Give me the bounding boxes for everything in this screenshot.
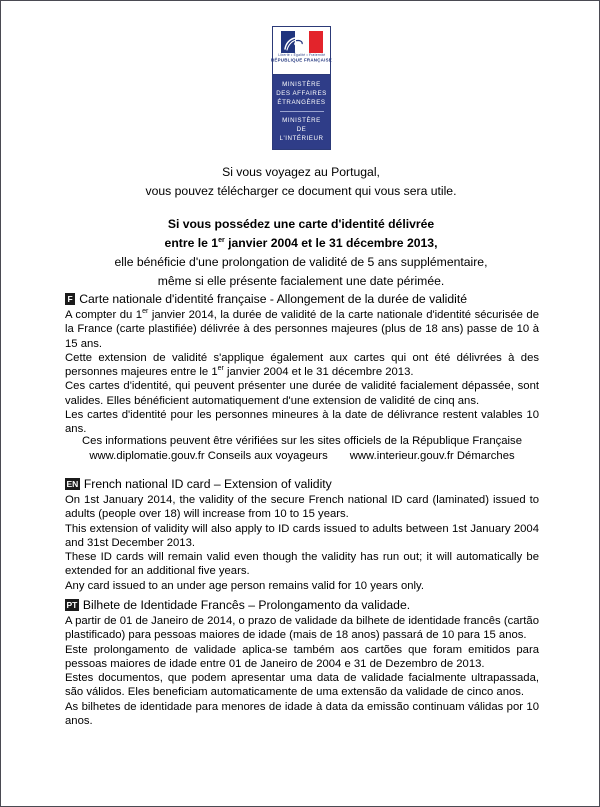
flag-red-band bbox=[309, 31, 323, 53]
intro-line-6: même si elle présente facialement une date périmée. bbox=[157, 274, 445, 288]
intro-spacer bbox=[41, 201, 561, 215]
intro-line-3: Si vous possédez une carte d'identité délivrée bbox=[167, 217, 435, 231]
intro-line-4-pre: entre le 1 bbox=[164, 236, 219, 250]
section-french-paragraph-1 bbox=[65, 308, 539, 351]
verification-text: Ces informations peuvent être vérifiées sur les sites officiels de la République Française bbox=[82, 435, 522, 447]
section-french bbox=[65, 292, 539, 437]
ministries-panel bbox=[272, 74, 331, 150]
fr-p2-pre: Cette extension de validité s'applique également aux cartes qui ont été délivrées à des personnes majeures entre le 1 bbox=[65, 351, 539, 379]
section-english-heading-text: French national ID card – Extension of validity bbox=[83, 477, 332, 491]
fr-p1-ordinal: er bbox=[142, 308, 149, 316]
ministry-interior-line-2: DE bbox=[296, 126, 307, 133]
link-diplomatie-gouv-fr[interactable]: www.diplomatie.gouv.fr Conseils aux voyageurs bbox=[89, 450, 328, 462]
ministry-foreign-line-3: ÉTRANGÈRES bbox=[277, 99, 326, 106]
ministry-foreign-line-2: DES AFFAIRES bbox=[276, 90, 327, 97]
section-english bbox=[65, 477, 539, 593]
section-french-heading bbox=[65, 292, 539, 307]
section-portuguese-heading bbox=[65, 598, 539, 613]
fr-p2-ordinal: er bbox=[217, 365, 224, 373]
section-portuguese-paragraph-1: A partir de 01 de Janeiro de 2014, o prazo de validade da bilhete de identidade francês (cartão plastificado) para pessoas maiores de idade (mais de 18 anos) passará de 10 para 15 anos. bbox=[65, 615, 539, 642]
section-portuguese bbox=[65, 598, 539, 728]
section-english-heading bbox=[65, 477, 539, 492]
marianne-flag-emblem bbox=[272, 26, 331, 74]
intro-line-4-ordinal: er bbox=[218, 236, 225, 244]
intro-line-1: Si vous voyagez au Portugal, bbox=[222, 165, 380, 179]
section-french-paragraph-4: Les cartes d'identité pour les personnes mineures à la date de délivrance restent valables 10 ans. bbox=[65, 409, 539, 436]
french-flag-icon bbox=[281, 31, 323, 53]
ministry-foreign-line-1: MINISTÈRE bbox=[282, 81, 321, 88]
flag-badge-fr-icon: F bbox=[65, 293, 75, 305]
section-portuguese-paragraph-2: Este prolongamento de validade aplica-se também aos cartões que foram emitidos para pessoas maiores de idade entre 01 de Janeiro de 2004 e 31 de Dezembro de 2013. bbox=[65, 643, 539, 670]
fr-p2-post: janvier 2004 et le 31 décembre 2013. bbox=[223, 366, 414, 379]
fr-p1-pre: A compter du 1 bbox=[65, 309, 143, 321]
intro-line-5: elle bénéficie d'une prolongation de validité de 5 ans supplémentaire, bbox=[114, 255, 488, 269]
intro-line-4-post: janvier 2004 et le 31 décembre 2013, bbox=[224, 236, 438, 250]
verification-notice bbox=[65, 434, 539, 464]
section-portuguese-heading-text: Bilhete de Identidade Francês – Prolongamento da validade. bbox=[82, 598, 411, 612]
section-french-paragraph-3: Ces cartes d'identité, qui peuvent présenter une durée de validité facialement dépassée, sont valides. Elles bénéficient automatiquement d'une extension de validité de cinq ans. bbox=[65, 380, 539, 407]
section-french-heading-text: Carte nationale d'identité française - Allongement de la durée de validité bbox=[79, 292, 468, 306]
section-english-paragraph-1: On 1st January 2014, the validity of the secure French national ID card (laminated) issued to adults (people over 18) will increase from 10 to 15 years. bbox=[65, 494, 539, 521]
fr-p1-post: janvier 2014, la durée de validité de la carte nationale d'identité sécurisée de la France (carte plastifiée) délivrée à des personnes majeures (plus de 18 ans) passe de 10 à 15 ans. bbox=[65, 309, 539, 350]
intro-line-4 bbox=[41, 234, 561, 253]
marianne-profile-icon bbox=[281, 31, 309, 53]
verification-urls bbox=[65, 449, 539, 464]
section-english-paragraph-3: These ID cards will remain valid even though the validity has run out; it will automatically be extended for an additional five years. bbox=[65, 551, 539, 578]
intro-line-2: vous pouvez télécharger ce document qui vous sera utile. bbox=[145, 184, 457, 198]
section-portuguese-paragraph-3: Estes documentos, que podem apresentar uma data de validade facialmente ultrapassada, são válidos. Eles beneficiam automaticamente de uma extensão da validade de cinco anos. bbox=[65, 672, 539, 699]
intro-block bbox=[41, 163, 561, 291]
flag-badge-pt-icon: PT bbox=[66, 600, 78, 610]
logo-devise: Liberté • Égalité • Fraternité bbox=[277, 53, 326, 58]
logo-republic-label: RÉPUBLIQUE FRANÇAISE bbox=[270, 57, 333, 63]
section-french-paragraph-2 bbox=[65, 351, 539, 380]
section-english-paragraph-2: This extension of validity will also apply to ID cards issued to adults between 1st January 2004 and 31st December 2013. bbox=[65, 522, 539, 549]
ministry-interior-line-3: L'INTÉRIEUR bbox=[279, 135, 324, 142]
flag-badge-en-icon: EN bbox=[66, 479, 79, 489]
ministry-interior-line-1: MINISTÈRE bbox=[282, 117, 321, 124]
flag-white-band bbox=[295, 31, 309, 53]
section-portuguese-paragraph-4: As bilhetes de identidade para menores de idade à data da emissão continuam válidas por 10 anos. bbox=[65, 700, 539, 728]
link-interieur-gouv-fr[interactable]: www.interieur.gouv.fr Démarches bbox=[349, 450, 515, 462]
republique-francaise-logo bbox=[272, 26, 331, 150]
section-english-paragraph-4: Any card issued to an under age person remains valid for 10 years only. bbox=[65, 579, 424, 592]
ministry-separator bbox=[280, 111, 324, 112]
